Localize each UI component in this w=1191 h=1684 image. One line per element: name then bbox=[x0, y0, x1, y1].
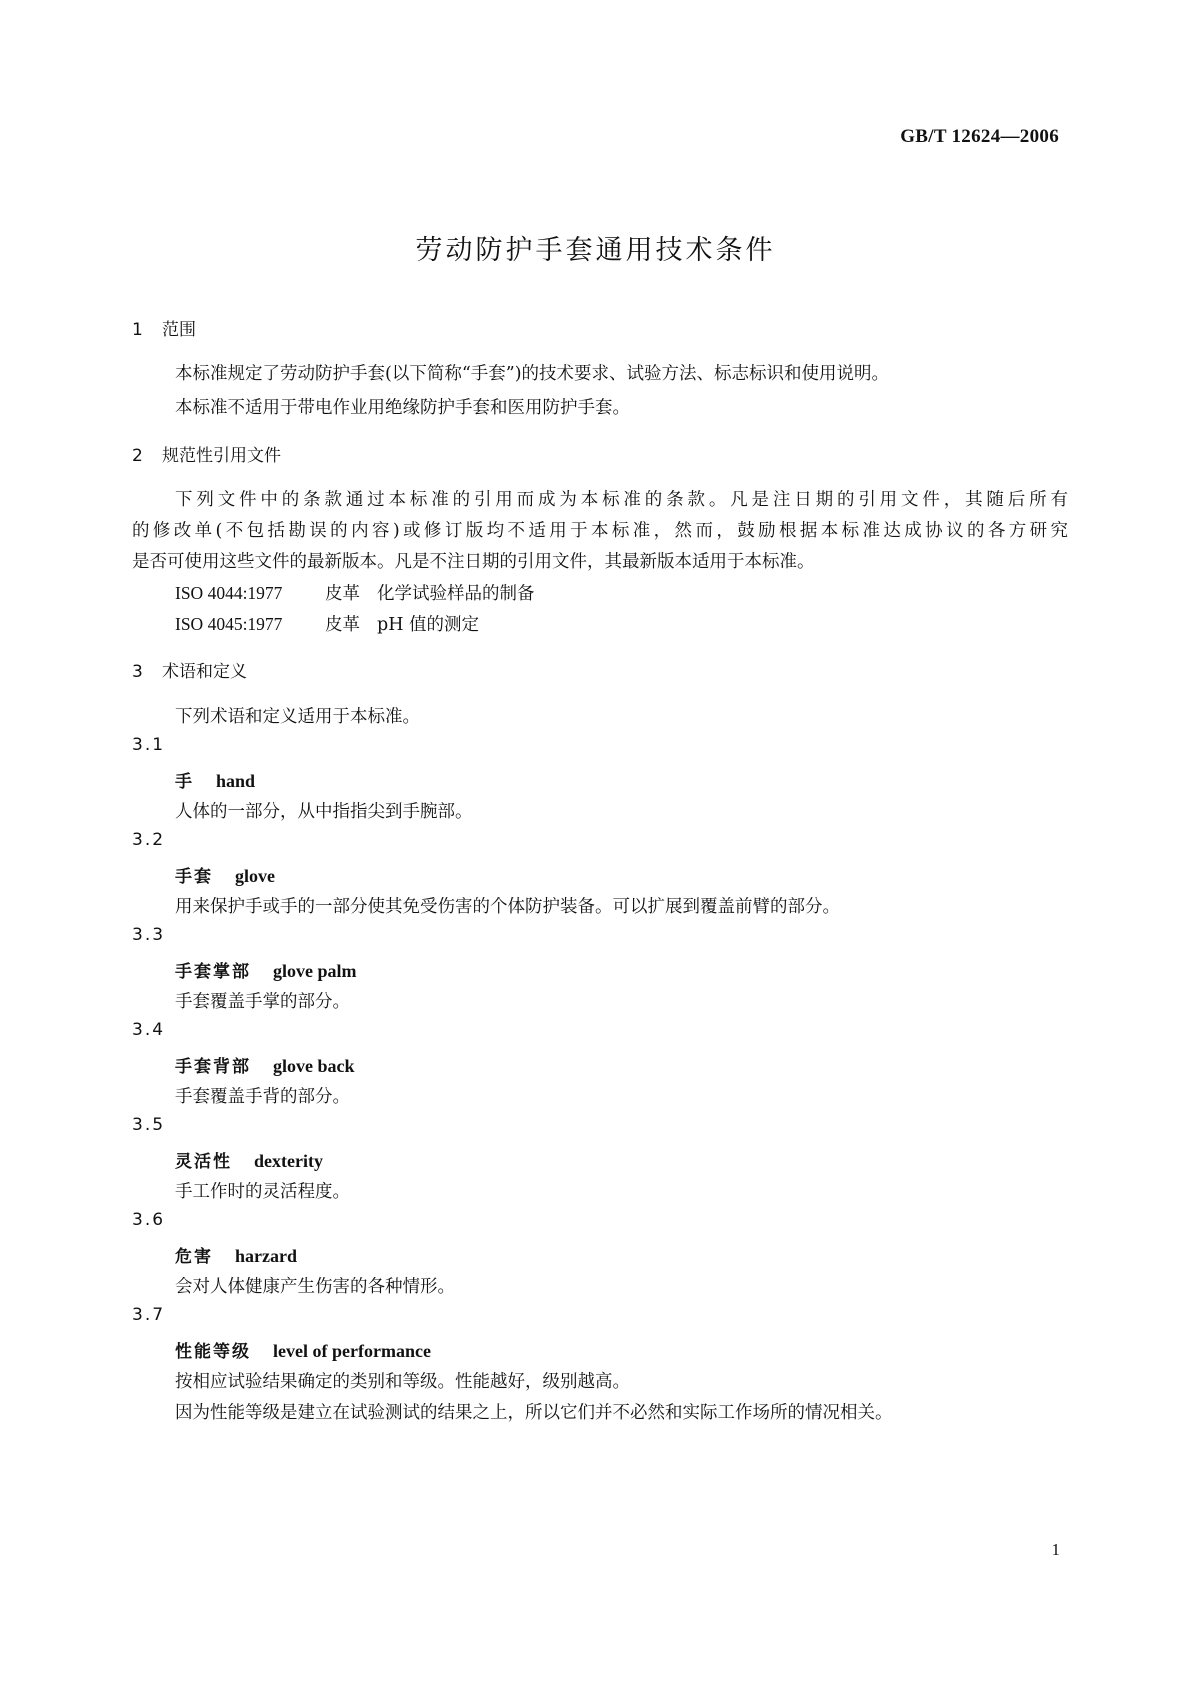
term-entry bbox=[175, 1242, 297, 1267]
section-2-heading bbox=[132, 441, 281, 466]
term-number: 3.7 bbox=[132, 1305, 166, 1325]
term-definition: 手套覆盖手背的部分。 bbox=[175, 1087, 350, 1107]
term-number: 3.4 bbox=[132, 1020, 166, 1040]
paragraph: 本标准规定了劳动防护手套(以下简称“手套”)的技术要求、试验方法、标志标识和使用说明。 bbox=[175, 364, 890, 384]
section-number: 2 bbox=[132, 446, 143, 466]
standard-number: GB/T 12624—2006 bbox=[900, 126, 1059, 147]
reference-title: 化学试验样品的制备 bbox=[377, 584, 535, 604]
term-number: 3.5 bbox=[132, 1115, 166, 1135]
term-definition: 人体的一部分，从中指指尖到手腕部。 bbox=[175, 802, 473, 822]
term-definition: 手工作时的灵活程度。 bbox=[175, 1182, 350, 1202]
term-number: 3.3 bbox=[132, 925, 166, 945]
paragraph-line: 下列文件中的条款通过本标准的引用而成为本标准的条款。凡是注日期的引用文件，其随后所有 bbox=[175, 490, 1068, 510]
reference-material: 皮革 bbox=[325, 584, 360, 604]
reference-item bbox=[175, 611, 479, 636]
section-title: 范围 bbox=[162, 320, 196, 340]
term-entry bbox=[175, 1052, 355, 1077]
term-definition: 会对人体健康产生伤害的各种情形。 bbox=[175, 1277, 455, 1297]
paragraph: 下列术语和定义适用于本标准。 bbox=[175, 707, 420, 727]
term-en: level of performance bbox=[273, 1341, 431, 1361]
paragraph-line: 是否可使用这些文件的最新版本。凡是不注日期的引用文件，其最新版本适用于本标准。 bbox=[132, 552, 815, 572]
reference-title: pH 值的测定 bbox=[377, 615, 480, 635]
term-entry bbox=[175, 767, 255, 792]
term-en: harzard bbox=[235, 1246, 297, 1266]
reference-code: ISO 4044:1977 bbox=[175, 583, 283, 603]
term-number: 3.2 bbox=[132, 830, 166, 850]
term-zh: 手套掌部 bbox=[175, 962, 251, 982]
paragraph: 本标准不适用于带电作业用绝缘防护手套和医用防护手套。 bbox=[175, 398, 630, 418]
term-zh: 手套 bbox=[175, 867, 213, 887]
document-title: 劳动防护手套通用技术条件 bbox=[415, 235, 776, 266]
term-definition: 因为性能等级是建立在试验测试的结果之上，所以它们并不必然和实际工作场所的情况相关。 bbox=[175, 1403, 893, 1423]
term-entry bbox=[175, 1337, 431, 1362]
term-en: dexterity bbox=[254, 1151, 323, 1171]
section-title: 规范性引用文件 bbox=[162, 446, 281, 466]
page-number: 1 bbox=[1051, 1540, 1060, 1559]
section-number: 1 bbox=[132, 320, 143, 340]
term-en: hand bbox=[216, 771, 256, 791]
term-zh: 手 bbox=[175, 772, 194, 792]
term-en: glove bbox=[235, 866, 275, 886]
section-3-heading bbox=[132, 657, 247, 682]
section-number: 3 bbox=[132, 662, 143, 682]
reference-item bbox=[175, 580, 535, 605]
term-en: glove back bbox=[273, 1056, 355, 1076]
term-zh: 手套背部 bbox=[175, 1057, 251, 1077]
term-zh: 危害 bbox=[175, 1247, 213, 1267]
term-number: 3.6 bbox=[132, 1210, 166, 1230]
term-definition: 手套覆盖手掌的部分。 bbox=[175, 992, 350, 1012]
term-definition: 用来保护手或手的一部分使其免受伤害的个体防护装备。可以扩展到覆盖前臂的部分。 bbox=[175, 897, 840, 917]
section-1-heading bbox=[132, 315, 196, 340]
section-title: 术语和定义 bbox=[162, 662, 247, 682]
term-number: 3.1 bbox=[132, 735, 166, 755]
term-en: glove palm bbox=[273, 961, 357, 981]
term-entry bbox=[175, 1147, 323, 1172]
term-definition: 按相应试验结果确定的类别和等级。性能越好，级别越高。 bbox=[175, 1372, 630, 1392]
reference-material: 皮革 bbox=[325, 615, 360, 635]
term-entry bbox=[175, 957, 357, 982]
paragraph-line: 的修改单(不包括勘误的内容)或修订版均不适用于本标准，然而，鼓励根据本标准达成协议的各方研究 bbox=[132, 521, 1068, 541]
term-zh: 灵活性 bbox=[175, 1152, 232, 1172]
term-zh: 性能等级 bbox=[175, 1342, 251, 1362]
term-entry bbox=[175, 862, 275, 887]
reference-code: ISO 4045:1977 bbox=[175, 614, 283, 634]
